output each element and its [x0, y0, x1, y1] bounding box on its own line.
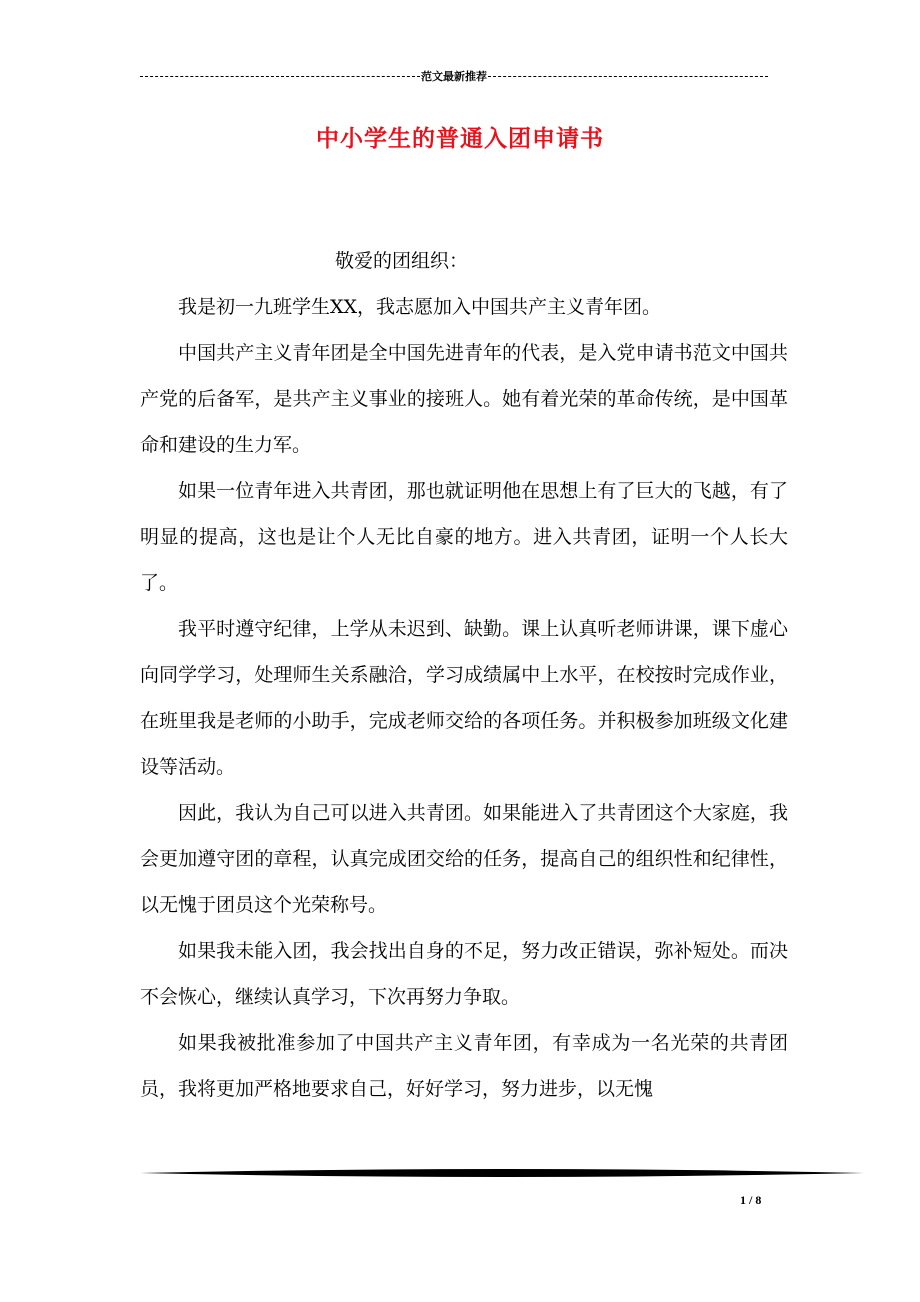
paragraph: 如果我未能入团，我会找出自身的不足，努力改正错误，弥补短处。而决不会恢心，继续认真学习，下次再努力争取。 — [140, 940, 788, 1008]
paragraph: 如果我被批准参加了中国共产主义青年团，有幸成为一名光荣的共青团员，我将更加严格地要求自己，好好学习，努力进步，以无愧 — [140, 1032, 788, 1100]
paragraph: 我是初一九班学生XX，我志愿加入中国共产主义青年团。 — [178, 296, 662, 318]
footer-divider — [140, 1166, 864, 1180]
paragraph: 如果一位青年进入共青团，那也就证明他在思想上有了巨大的飞越，有了明显的提高，这也是让个人无比自豪的地方。进入共青团，证明一个人长大了。 — [140, 480, 788, 594]
document-title: 中小学生的普通入团申请书 — [316, 125, 604, 152]
header-dashes-right — [488, 76, 768, 77]
header-dashes-left — [140, 76, 420, 77]
header-text: 范文最新推荐 — [421, 71, 487, 83]
page-header — [140, 66, 768, 86]
greeting: 敬爱的团组织： — [335, 250, 469, 272]
paragraph: 我平时遵守纪律，上学从未迟到、缺勤。课上认真听老师讲课，课下虚心向同学学习，处理师生关系融洽，学习成绩属中上水平，在校按时完成作业，在班里我是老师的小助手，完成老师交给的各项任务。并积极参加班级文化建设等活动。 — [140, 618, 788, 778]
paragraph: 因此，我认为自己可以进入共青团。如果能进入了共青团这个大家庭，我会更加遵守团的章程，认真完成团交给的任务，提高自己的组织性和纪律性，以无愧于团员这个光荣称号。 — [140, 802, 788, 916]
page-number: 1 / 8 — [740, 1193, 762, 1207]
document-body — [140, 238, 788, 1112]
paragraph: 中国共产主义青年团是全中国先进青年的代表，是入党申请书范文中国共产党的后备军，是共产主义事业的接班人。她有着光荣的革命传统，是中国革命和建设的生力军。 — [140, 342, 788, 456]
